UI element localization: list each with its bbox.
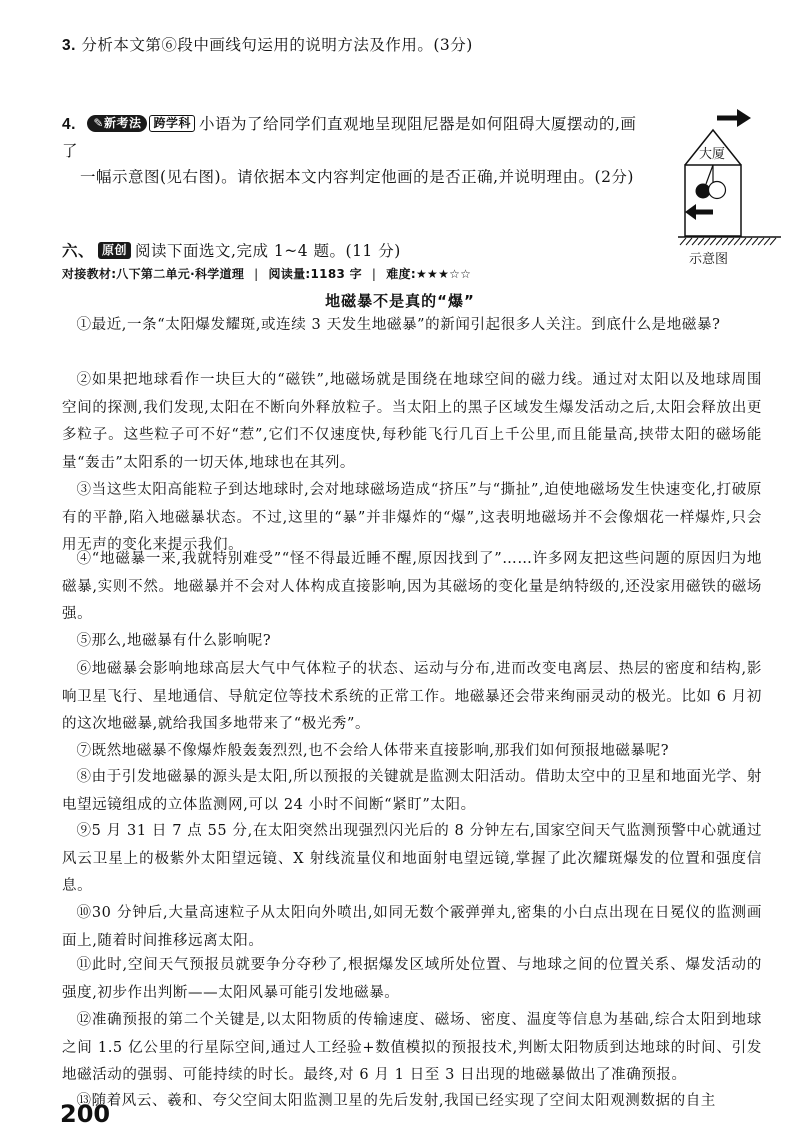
question-text-line2: 一幅示意图(见右图)。请依据本文内容判定他画的是否正确,并说明理由。(2分) bbox=[80, 168, 634, 186]
section-instruction: 阅读下面选文,完成 1~4 题。(11 分) bbox=[135, 242, 401, 260]
new-method-badge: ✎新考法 bbox=[87, 115, 147, 132]
meta-line: 对接教材:八下第二单元·科学道理 | 阅读量:1183 字 | 难度:★★★☆☆ bbox=[62, 267, 472, 281]
original-badge: 原创 bbox=[98, 242, 131, 259]
question-3 bbox=[62, 32, 473, 59]
paragraph-8: ⑧由于引发地磁暴的源头是太阳,所以预报的关键就是监测太阳活动。借助太空中的卫星和地面光学、射电望远镜组成的立体监测网,可以 24 小时不间断“紧盯”太阳。 bbox=[62, 769, 762, 813]
question-text-line1: 小语为了给同学们直观地呈现阻尼器是如何阻碍大厦摆动的,画了 bbox=[62, 115, 637, 160]
paragraph-13: ⑬随着风云、羲和、夸父空间太阳监测卫星的先后发射,我国已经实现了空间太阳观测数据的自主 bbox=[76, 1093, 716, 1109]
paragraph-12: ⑫准确预报的第二个关键是,以太阳物质的传输速度、磁场、密度、温度等信息为基础,综合太阳到地球之间 1.5 亿公里的行星际空间,通过人工经验+数值模拟的预报技术,判断太阳物质到达地球的时间、引发地磁活动的强弱、可能持续的时长。最终,对 6 月 1 日至 3 日出现的地磁暴做出了准确预报。 bbox=[62, 1012, 762, 1084]
top-arrow-head bbox=[737, 109, 751, 127]
section-number: 六、 bbox=[62, 242, 95, 260]
question-number: 3. bbox=[62, 37, 76, 54]
paragraph-2: ②如果把地球看作一块巨大的“磁铁”,地磁场就是围绕在地球空间的磁力线。通过对太阳以及地球周围空间的探测,我们发现,太阳在不断向外释放粒子。当太阳上的黑子区域发生爆发活动之后,太阳会释放出更多粒子。这些粒子可不好“惹”,它们不仅速度快,每秒能飞行几百上千公里,而且能量高,挟带太阳的磁场能量“轰击”太阳系的一切天体,地球也在其列。 bbox=[62, 372, 762, 471]
diagram-caption: 示意图 bbox=[689, 252, 729, 267]
paragraph-4: ④“地磁暴一来,我就特别难受”“怪不得最近睡不醒,原因找到了”……许多网友把这些问题的原因归为地磁暴,实则不然。地磁暴并不会对人体构成直接影响,因为其磁场的变化量是纳特级的,还没家用磁铁的磁场强。 bbox=[62, 551, 762, 623]
paragraph-1: ①最近,一条“太阳爆发耀斑,或连续 3 天发生地磁暴”的新闻引起很多人关注。到底什么是地磁暴? bbox=[76, 317, 721, 333]
inner-arrow-head bbox=[685, 204, 696, 220]
page-number: 200 bbox=[60, 1100, 111, 1128]
textbook-link: 对接教材:八下第二单元·科学道理 bbox=[62, 267, 245, 281]
pendulum-string-2 bbox=[706, 165, 713, 184]
ground-hatching bbox=[680, 238, 776, 245]
diagram-graphic bbox=[675, 100, 785, 270]
section-heading bbox=[62, 238, 401, 264]
question-4 bbox=[62, 111, 652, 190]
question-text: 分析本文第⑥段中画线句运用的说明方法及作用。(3分) bbox=[81, 36, 473, 54]
building-diagram bbox=[675, 100, 785, 270]
building-label: 大厦 bbox=[699, 147, 726, 162]
cross-discipline-badge: 跨学科 bbox=[149, 115, 195, 132]
difficulty-rating: 难度:★★★☆☆ bbox=[386, 267, 472, 281]
paragraph-11: ⑪此时,空间天气预报员就要争分夺秒了,根据爆发区域所处位置、与地球之间的位置关系、爆发活动的强度,初步作出判断——太阳风暴可能引发地磁暴。 bbox=[62, 957, 762, 1001]
paragraph-3: ③当这些太阳高能粒子到达地球时,会对地球磁场造成“挤压”与“撕扯”,迫使地磁场发生快速变化,打破原有的平静,陷入地磁暴状态。不过,这里的“暴”并非爆炸的“爆”,这表明地磁场并不会像烟花一样爆炸,只会用无声的变化来提示我们。 bbox=[62, 482, 762, 554]
paragraph-10: ⑩30 分钟后,大量高速粒子从太阳向外喷出,如同无数个霰弹弹丸,密集的小白点出现在日冕仪的监测画面上,随着时间推移远离太阳。 bbox=[62, 905, 762, 949]
paragraph-6: ⑥地磁暴会影响地球高层大气中气体粒子的状态、运动与分布,进而改变电离层、热层的密度和结构,影响卫星飞行、星地通信、导航定位等技术系统的正常工作。地磁暴还会带来绚丽灵动的极光。比如 6 月初的这次地磁暴,就给我国多地带来了“极光秀”。 bbox=[62, 661, 762, 733]
paragraph-9: ⑨5 月 31 日 7 点 55 分,在太阳突然出现强烈闪光后的 8 分钟左右,国家空间天气监测预警中心就通过风云卫星上的极紫外太阳望远镜、X 射线流量仪和地面射电望远镜,掌握了此次耀斑爆发的位置和强度信息。 bbox=[62, 823, 762, 895]
paragraph-5: ⑤那么,地磁暴有什么影响呢? bbox=[76, 633, 272, 649]
pendulum-ball-light bbox=[709, 182, 726, 199]
question-number: 4. bbox=[62, 116, 76, 133]
reading-amount: 阅读量:1183 字 bbox=[268, 267, 362, 281]
article-title: 地磁暴不是真的“爆” bbox=[325, 292, 475, 310]
paragraph-7: ⑦既然地磁暴不像爆炸般轰轰烈烈,也不会给人体带来直接影响,那我们如何预报地磁暴呢? bbox=[76, 743, 670, 759]
